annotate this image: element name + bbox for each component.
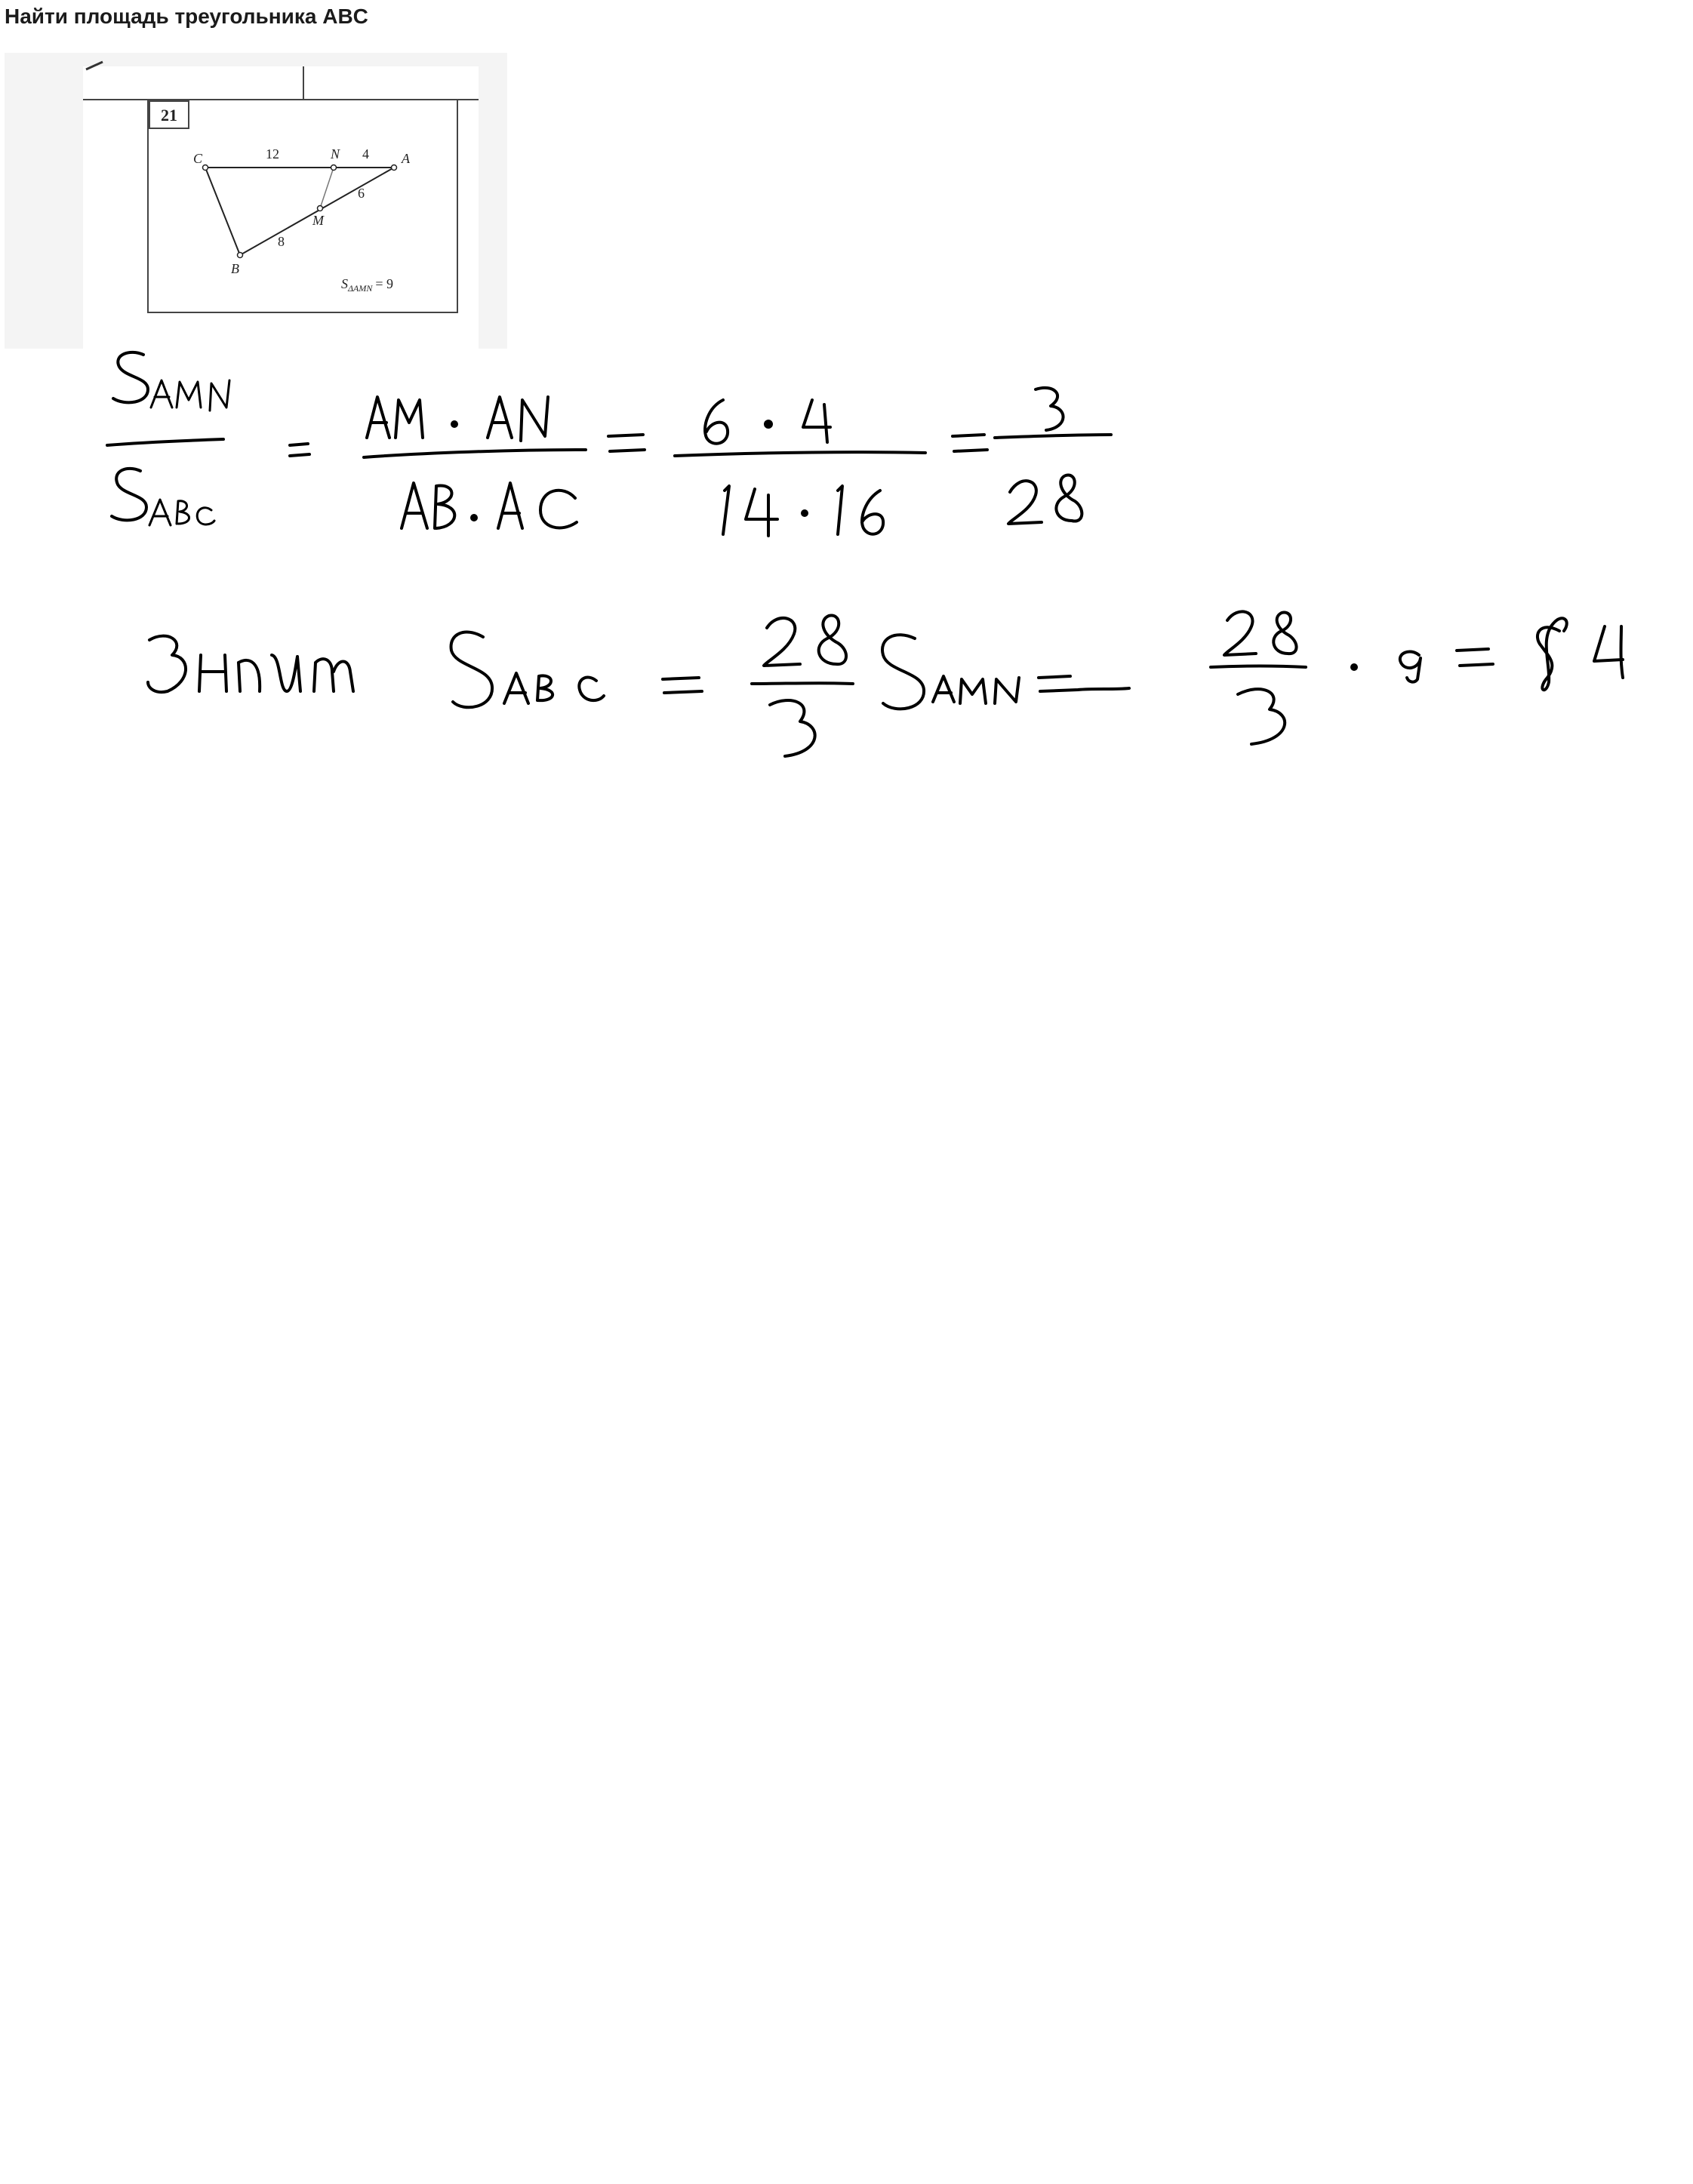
ink-coef-bar-2 (1211, 666, 1306, 668)
ink-coef-bar-1 (752, 683, 853, 684)
ink-coef-fraction-2 (1211, 611, 1306, 744)
ink-values-fraction (675, 400, 925, 536)
given-area-value: = 9 (375, 276, 394, 291)
ink-word-znachit (148, 636, 353, 692)
ink-equals-4 (663, 678, 702, 693)
ink-nine (1400, 651, 1421, 681)
length-bm: 8 (278, 234, 285, 249)
ink-values-bar (675, 452, 925, 456)
ink-coef-fraction-1 (752, 616, 853, 756)
ink-formula-bar (364, 450, 586, 457)
ink-result-bar (995, 435, 1111, 438)
length-ma: 6 (358, 186, 365, 201)
given-area-sub: ΔAMN (348, 283, 373, 294)
ink-ratio-fraction (107, 352, 229, 525)
label-c: C (193, 151, 203, 166)
ink-equals-1 (290, 444, 309, 456)
ink-equals-2 (608, 435, 645, 451)
ink-result-fraction (995, 388, 1111, 524)
ink-equals-5 (1039, 676, 1129, 691)
ink-dot-multiply (1352, 665, 1356, 669)
label-b: B (231, 261, 239, 276)
problem-number: 21 (161, 106, 177, 125)
ink-s-top (113, 352, 148, 402)
label-a: A (402, 151, 410, 166)
ink-equals-6 (1457, 649, 1493, 666)
given-area-s: S (341, 276, 348, 291)
ink-result (1538, 618, 1623, 690)
label-m: M (312, 213, 324, 228)
ink-s-bottom (112, 469, 146, 520)
ink-ratio-bar (107, 439, 223, 445)
ink-equals-3 (953, 435, 987, 451)
ink-formula-fraction (364, 397, 586, 528)
length-na: 4 (362, 146, 369, 161)
question-title: Найти площадь треугольника ABC (5, 5, 368, 28)
label-n: N (331, 146, 340, 161)
ink-lhs-area (451, 632, 604, 708)
ink-rhs-area (882, 635, 1019, 709)
length-cn: 12 (266, 146, 279, 161)
